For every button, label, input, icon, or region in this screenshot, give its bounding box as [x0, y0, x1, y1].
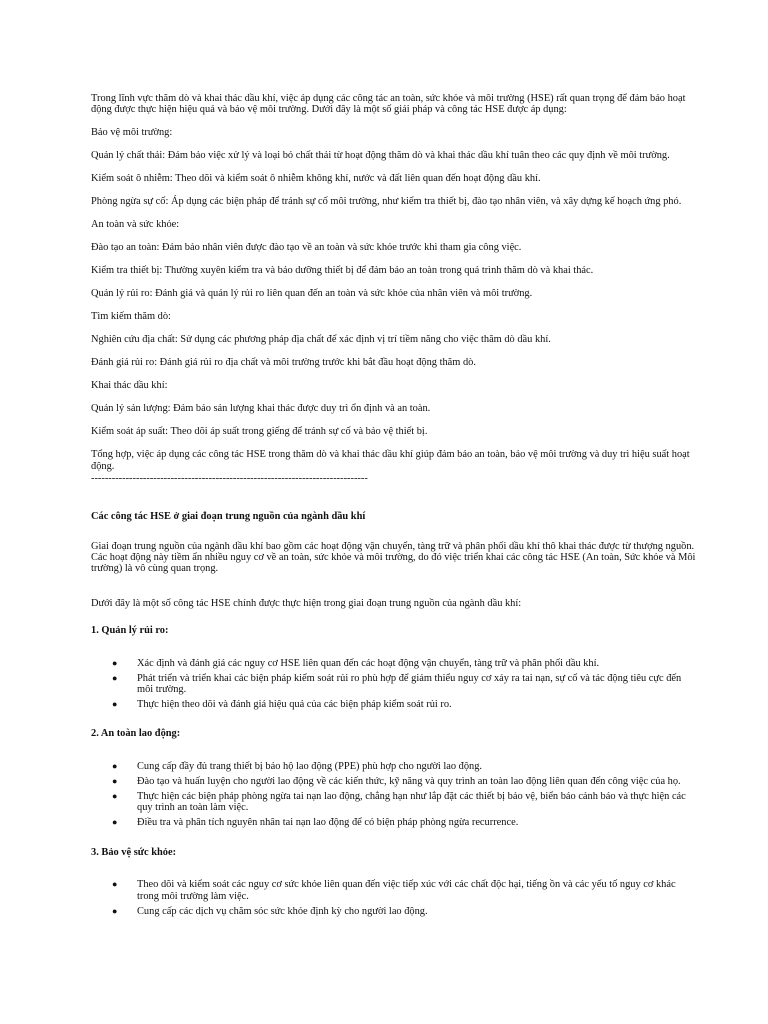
midstream-heading: Các công tác HSE ở giai đoạn trung nguồn của ngành dầu khí — [91, 511, 366, 523]
bullet-icon: ● — [112, 775, 118, 786]
separator-line: -------------------------------------------------------------------------------- — [91, 472, 368, 484]
paragraph-summary: Tổng hợp, việc áp dụng các công tác HSE trong thăm dò và khai thác dầu khí giúp đảm bảo an toàn, bảo vệ môi trường và duy trì hiệu suất hoạt động. — [91, 449, 690, 472]
section-title-risk: 1. Quản lý rủi ro: — [91, 625, 169, 637]
list-item-text: Phát triển và triển khai các biện pháp kiểm soát rủi ro phù hợp để giảm thiểu nguy cơ xảy ra tai nạn, sự cố và tác động tiêu cực đến môi trường. — [137, 672, 682, 696]
list-item-text: Cung cấp các dịch vụ chăm sóc sức khỏe định kỳ cho người lao động. — [137, 905, 428, 917]
list-item — [91, 699, 698, 710]
paragraph-safety-training: Đào tạo an toàn: Đảm bảo nhân viên được đào tạo về an toàn và sức khỏe trước khi tham gia công việc. — [91, 242, 522, 254]
paragraph-geology-research: Nghiên cứu địa chất: Sử dụng các phương pháp địa chất để xác định vị trí tiềm năng cho việc thăm dò dầu khí. — [91, 334, 551, 346]
bullet-icon: ● — [112, 879, 118, 890]
bullet-icon: ● — [112, 760, 118, 771]
list-item — [91, 761, 698, 772]
bullet-icon: ● — [112, 672, 118, 683]
intro-paragraph: Trong lĩnh vực thăm dò và khai thác dầu khí, việc áp dụng các công tác an toàn, sức khỏe và môi trường (HSE) rất quan trọng để đảm bảo hoạt động được thực hiện hiệu quả và bảo vệ môi trường. Dưới đây là một số giải pháp và công tác HSE được áp dụng: — [91, 93, 686, 116]
list-item — [91, 906, 698, 917]
list-item-text: Theo dõi và kiểm soát các nguy cơ sức khỏe liên quan đến việc tiếp xúc với các chất độc hại, tiếng ồn và các yếu tố nguy cơ khác trong môi trường làm việc. — [137, 879, 676, 902]
midstream-intro: Giai đoạn trung nguồn của ngành dầu khí bao gồm các hoạt động vận chuyển, tàng trữ và phân phối dầu khí thô khai thác được từ thượng nguồn. Các hoạt động này tiềm ẩn nhiều nguy cơ về an toàn, sức khỏe và môi trường, do đó việc triển khai các công tác HSE (An toàn, Sức khỏe và Môi trường) là vô cùng quan trọng. — [91, 540, 696, 575]
list-item — [91, 879, 698, 902]
list-item-text: Xác định và đánh giá các nguy cơ HSE liên quan đến các hoạt động vận chuyển, tàng trữ và phân phối dầu khí. — [137, 657, 600, 669]
list-item — [91, 673, 698, 696]
paragraph-incident-prevention: Phòng ngừa sự cố: Áp dụng các biện pháp để tránh sự cố môi trường, như kiểm tra thiết bị, đào tạo nhân viên, và xây dựng kế hoạch ứng phó. — [91, 196, 682, 208]
list-item-text: Cung cấp đầy đủ trang thiết bị bảo hộ lao động (PPE) phù hợp cho người lao động. — [137, 760, 483, 772]
paragraph-safety-heading: An toàn và sức khỏe: — [91, 219, 180, 231]
bullet-icon: ● — [112, 699, 118, 710]
bullet-icon: ● — [112, 790, 118, 801]
list-item — [91, 776, 698, 787]
paragraph-equipment-inspection: Kiểm tra thiết bị: Thường xuyên kiểm tra và bảo dưỡng thiết bị để đảm bảo an toàn trong quá trình thăm dò và khai thác. — [91, 265, 594, 277]
list-item-text: Thực hiện các biện pháp phòng ngừa tai nạn lao động, chẳng hạn như lắp đặt các thiết bị bảo vệ, biển báo cảnh báo và thực hiện các quy trình an toàn làm việc. — [137, 790, 686, 814]
section-title-safety: 2. An toàn lao động: — [91, 728, 181, 740]
paragraph-environment-heading: Bảo vệ môi trường: — [91, 127, 173, 139]
bullet-icon: ● — [112, 657, 118, 668]
paragraph-pollution-control: Kiểm soát ô nhiễm: Theo dõi và kiểm soát ô nhiễm không khí, nước và đất liên quan đến hoạt động dầu khí. — [91, 173, 541, 185]
midstream-lead: Dưới đây là một số công tác HSE chính được thực hiện trong giai đoạn trung nguồn của ngành dầu khí: — [91, 597, 522, 609]
paragraph-risk-management: Quản lý rủi ro: Đánh giá và quản lý rủi ro liên quan đến an toàn và sức khỏe của nhân viên và môi trường. — [91, 288, 533, 300]
list-item — [91, 817, 698, 828]
bullet-icon: ● — [112, 817, 118, 828]
bullet-icon: ● — [112, 905, 118, 916]
bullet-list-risk — [91, 658, 698, 711]
list-item-text: Đào tạo và huấn luyện cho người lao động về các kiến thức, kỹ năng và quy trình an toàn lao động liên quan đến công việc của họ. — [137, 775, 681, 787]
bullet-list-safety — [91, 761, 698, 829]
paragraph-risk-assessment: Đánh giá rủi ro: Đánh giá rủi ro địa chất và môi trường trước khi bắt đầu hoạt động thăm dò. — [91, 357, 476, 369]
list-item-text: Thực hiện theo dõi và đánh giá hiệu quả của các biện pháp kiểm soát rủi ro. — [137, 699, 452, 711]
section-title-health: 3. Bảo vệ sức khỏe: — [91, 846, 177, 858]
paragraph-waste-management: Quản lý chất thải: Đảm bảo việc xử lý và loại bỏ chất thải từ hoạt động thăm dò và khai thác dầu khí tuân theo các quy định về môi trường. — [91, 150, 670, 162]
paragraph-output-management: Quản lý sản lượng: Đảm bảo sản lượng khai thác được duy trì ổn định và an toàn. — [91, 403, 431, 415]
list-item — [91, 658, 698, 669]
paragraph-pressure-control: Kiểm soát áp suất: Theo dõi áp suất trong giếng để tránh sự cố và bảo vệ thiết bị. — [91, 426, 428, 438]
paragraph-exploration-heading: Tìm kiếm thăm dò: — [91, 311, 171, 323]
paragraph-production-heading: Khai thác dầu khí: — [91, 380, 168, 392]
list-item — [91, 791, 698, 814]
bullet-list-health — [91, 879, 698, 917]
list-item-text: Điều tra và phân tích nguyên nhân tai nạn lao động để có biện pháp phòng ngừa recurrence. — [137, 817, 519, 829]
